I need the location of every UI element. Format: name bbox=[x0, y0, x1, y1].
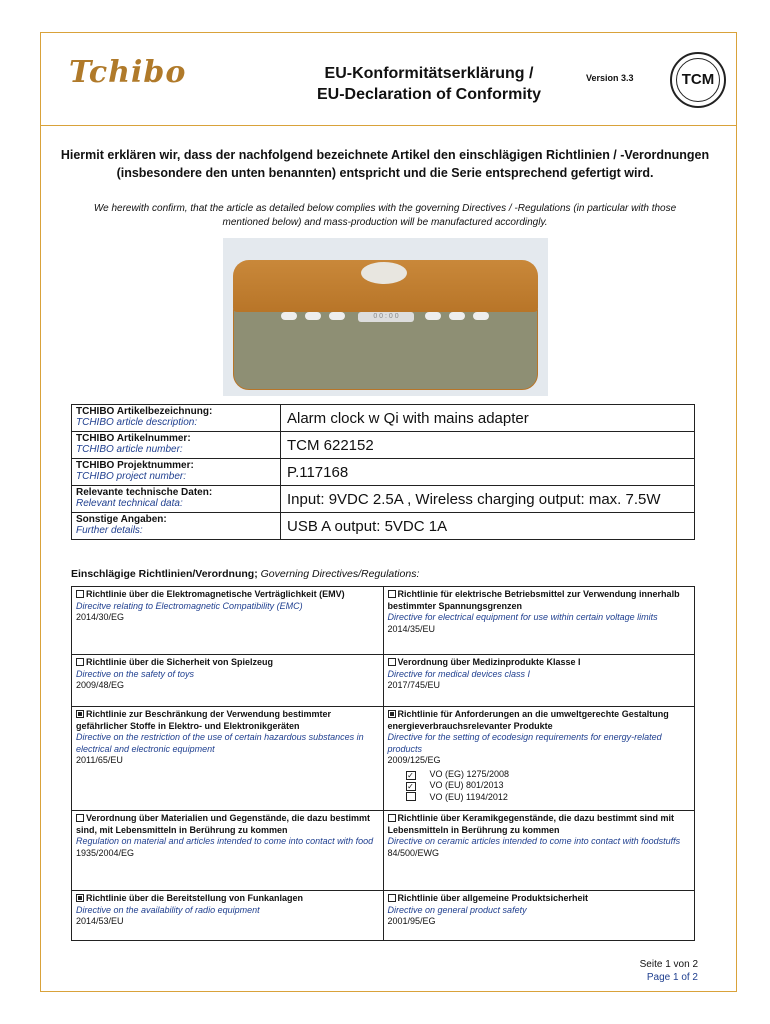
info-label-de: TCHIBO Projektnummer: bbox=[76, 460, 194, 471]
title-en: EU-Declaration of Conformity bbox=[316, 86, 541, 103]
directive-checkbox[interactable] bbox=[388, 590, 396, 598]
info-value: P.117168 bbox=[281, 459, 695, 486]
info-label bbox=[72, 513, 281, 540]
directive-title-en: Regulation on material and articles intended to come into contact with food bbox=[76, 836, 374, 846]
directive-cell bbox=[72, 655, 384, 707]
regulation-item bbox=[406, 792, 691, 804]
directive-code: 84/500/EWG bbox=[387, 847, 440, 858]
directive-title-de: Richtlinie über die Bereitstellung von Funkanlagen bbox=[86, 893, 304, 903]
info-label-en: TCHIBO project number: bbox=[76, 471, 187, 482]
directives-heading bbox=[71, 568, 419, 580]
directive-title-de: Verordnung über Medizinprodukte Klasse I bbox=[397, 657, 581, 667]
directive-code: 2009/48/EG bbox=[76, 680, 125, 690]
product-button bbox=[305, 312, 321, 320]
qi-charging-pad bbox=[361, 262, 407, 284]
directive-title bbox=[76, 893, 379, 905]
directive-title bbox=[388, 589, 691, 612]
directive-cell bbox=[72, 891, 384, 941]
directive-cell bbox=[383, 655, 695, 707]
directive-cell bbox=[383, 891, 695, 941]
product-button bbox=[473, 312, 489, 320]
info-label-de: TCHIBO Artikelnummer: bbox=[76, 433, 191, 444]
directive-row bbox=[72, 707, 695, 811]
directive-title-de: Richtlinie für Anforderungen an die umweltgerechte Gestaltung energieverbrauchsrelevanter Produkte bbox=[387, 709, 669, 731]
directive-title bbox=[388, 893, 691, 905]
directives-heading-de: Einschlägige Richtlinien/Verordnung; bbox=[71, 568, 258, 580]
product-button bbox=[449, 312, 465, 320]
directive-title-de: Richtlinie zur Beschränkung der Verwendung bestimmter gefährlicher Stoffe in Elektro- und Elektronikgeräten bbox=[76, 709, 332, 731]
info-label-en: Relevant technical data: bbox=[76, 498, 183, 509]
regulation-checkbox[interactable]: ✓ bbox=[407, 770, 414, 780]
directive-code: 2001/95/EG bbox=[387, 916, 436, 926]
regulation-label: VO (EG) 1275/2008 bbox=[429, 768, 510, 779]
product-image bbox=[223, 238, 548, 396]
directive-title-de: Verordnung über Materialien und Gegenstände, die dazu bestimmt sind, mit Lebensmitteln in Berührung zu kommen bbox=[76, 813, 371, 835]
directive-title-en: Direcitve relating to Electromagnetic Compatibility (EMC) bbox=[76, 600, 303, 611]
directive-title-de: Richtlinie über die Elektromagnetische Verträglichkeit (EMV) bbox=[86, 589, 345, 599]
product-button bbox=[329, 312, 345, 320]
intro-english: We herewith confirm, that the article as detailed below complies with the governing Directives / -Regulations (in particular with those mentioned below) and mass-production will be manufactured accordingly. bbox=[93, 203, 677, 228]
info-label-de: Relevante technische Daten: bbox=[76, 487, 213, 498]
product-display: 0 0 : 0 0 bbox=[358, 312, 414, 322]
info-label-en: TCHIBO article description: bbox=[76, 417, 198, 428]
regulation-checkbox[interactable]: ✓ bbox=[407, 782, 414, 791]
directive-cell bbox=[383, 707, 695, 811]
directive-checkbox[interactable] bbox=[76, 814, 84, 822]
directive-title-en: Directive on general product safety bbox=[387, 904, 527, 915]
directive-checkbox[interactable] bbox=[388, 658, 396, 666]
directive-cell bbox=[72, 707, 384, 811]
regulation-subchecks bbox=[406, 769, 691, 804]
article-info-table bbox=[71, 404, 695, 540]
directive-checkbox[interactable] bbox=[76, 710, 84, 718]
directive-row bbox=[72, 891, 695, 941]
directive-title-en: Directive on ceramic articles intended to come into contact with foodstuffs bbox=[387, 836, 681, 846]
info-value: USB A output: 5VDC 1A bbox=[281, 513, 695, 540]
regulation-label: VO (EU) 801/2013 bbox=[429, 780, 504, 790]
info-row bbox=[72, 486, 695, 513]
directives-table bbox=[71, 586, 695, 941]
directive-title bbox=[76, 589, 379, 601]
directive-code: 1935/2004/EG bbox=[76, 847, 135, 858]
document-header bbox=[41, 33, 736, 126]
directive-code: 2014/35/EU bbox=[387, 623, 436, 634]
tcm-certified-seal bbox=[670, 52, 726, 108]
info-label bbox=[72, 432, 281, 459]
directive-row bbox=[72, 587, 695, 655]
product-button bbox=[425, 312, 441, 320]
directive-checkbox[interactable] bbox=[388, 814, 396, 822]
page-number-en: Page 1 of 2 bbox=[646, 972, 698, 983]
directive-title-de: Richtlinie über die Sicherheit von Spielzeug bbox=[86, 657, 274, 667]
directive-code: 2017/745/EU bbox=[387, 680, 441, 690]
directive-code: 2014/30/EG bbox=[76, 612, 125, 622]
directive-title-de: Richtlinie für elektrische Betriebsmittel zur Verwendung innerhalb bestimmter Spannungsgrenzen bbox=[387, 589, 680, 611]
directive-code: 2009/125/EG bbox=[387, 755, 441, 765]
directive-title-en: Directive on the safety of toys bbox=[76, 668, 195, 679]
directive-checkbox[interactable] bbox=[76, 894, 84, 902]
directive-title-de: Richtlinie über Keramikgegenstände, die dazu bestimmt sind mit Lebensmitteln in Berührung zu kommen bbox=[387, 813, 675, 835]
directive-title bbox=[388, 709, 691, 732]
regulation-item bbox=[406, 769, 691, 781]
directive-title bbox=[76, 657, 379, 669]
info-label-en: Further details: bbox=[76, 525, 143, 536]
info-row bbox=[72, 459, 695, 486]
tchibo-logo: Tchibo bbox=[69, 55, 187, 90]
info-value: Alarm clock w Qi with mains adapter bbox=[281, 405, 695, 432]
directive-code: 2014/53/EU bbox=[76, 916, 124, 926]
regulation-checkbox[interactable] bbox=[406, 792, 416, 801]
directive-title bbox=[76, 709, 379, 732]
regulation-label: VO (EU) 1194/2012 bbox=[429, 791, 508, 802]
page-footer bbox=[640, 958, 698, 984]
seal-text: TCM bbox=[681, 71, 715, 88]
directive-code: 2011/65/EU bbox=[76, 755, 123, 765]
directive-cell bbox=[383, 811, 695, 891]
info-row bbox=[72, 432, 695, 459]
directive-cell bbox=[72, 811, 384, 891]
info-label-en: TCHIBO article number: bbox=[76, 444, 183, 455]
directives-heading-en: Governing Directives/Regulations: bbox=[260, 568, 420, 580]
info-label-de: Sonstige Angaben: bbox=[76, 514, 167, 525]
page-number-de: Seite 1 von 2 bbox=[639, 959, 698, 970]
product-button bbox=[281, 312, 297, 320]
info-label bbox=[72, 459, 281, 486]
directive-title-en: Directive for the setting of ecodesign requirements for energy-related products bbox=[387, 732, 662, 754]
info-value: TCM 622152 bbox=[281, 432, 695, 459]
directive-title-en: Directive on the availability of radio equipment bbox=[76, 904, 260, 915]
directive-title-de: Richtlinie über allgemeine Produktsicherheit bbox=[397, 893, 589, 903]
regulation-item bbox=[406, 780, 691, 792]
directive-checkbox[interactable] bbox=[76, 590, 84, 598]
info-row bbox=[72, 513, 695, 540]
speaker-wood-top bbox=[233, 260, 538, 320]
directive-cell bbox=[383, 587, 695, 655]
info-label-de: TCHIBO Artikelbezeichnung: bbox=[76, 406, 213, 417]
directive-title bbox=[388, 657, 691, 669]
intro-german: Hiermit erklären wir, dass der nachfolgend bezeichnete Artikel den einschlägigen Richtlinien / -Verordnungen (insbesondere den unten benannten) entspricht und die Serie entsprechend gefertigt wird. bbox=[60, 148, 710, 180]
directive-title bbox=[76, 813, 379, 836]
directive-title-en: Directive for medical devices class I bbox=[387, 668, 531, 679]
directive-row bbox=[72, 655, 695, 707]
directive-checkbox[interactable] bbox=[388, 710, 396, 718]
directive-title-en: Directive for electrical equipment for use within certain voltage limits bbox=[387, 612, 658, 622]
document-title bbox=[279, 63, 579, 105]
directive-checkbox[interactable] bbox=[76, 658, 84, 666]
title-de: EU-Konformitätserklärung / bbox=[324, 65, 534, 82]
info-label bbox=[72, 405, 281, 432]
directive-cell bbox=[72, 587, 384, 655]
info-label bbox=[72, 486, 281, 513]
directive-title bbox=[388, 813, 691, 836]
directive-checkbox[interactable] bbox=[388, 894, 396, 902]
info-value: Input: 9VDC 2.5A , Wireless charging output: max. 7.5W bbox=[281, 486, 695, 513]
directive-title-en: Directive on the restriction of the use of certain hazardous substances in electrical and electronic equipment bbox=[76, 732, 364, 754]
info-row bbox=[72, 405, 695, 432]
directive-row bbox=[72, 811, 695, 891]
version-label: Version 3.3 bbox=[586, 73, 634, 83]
